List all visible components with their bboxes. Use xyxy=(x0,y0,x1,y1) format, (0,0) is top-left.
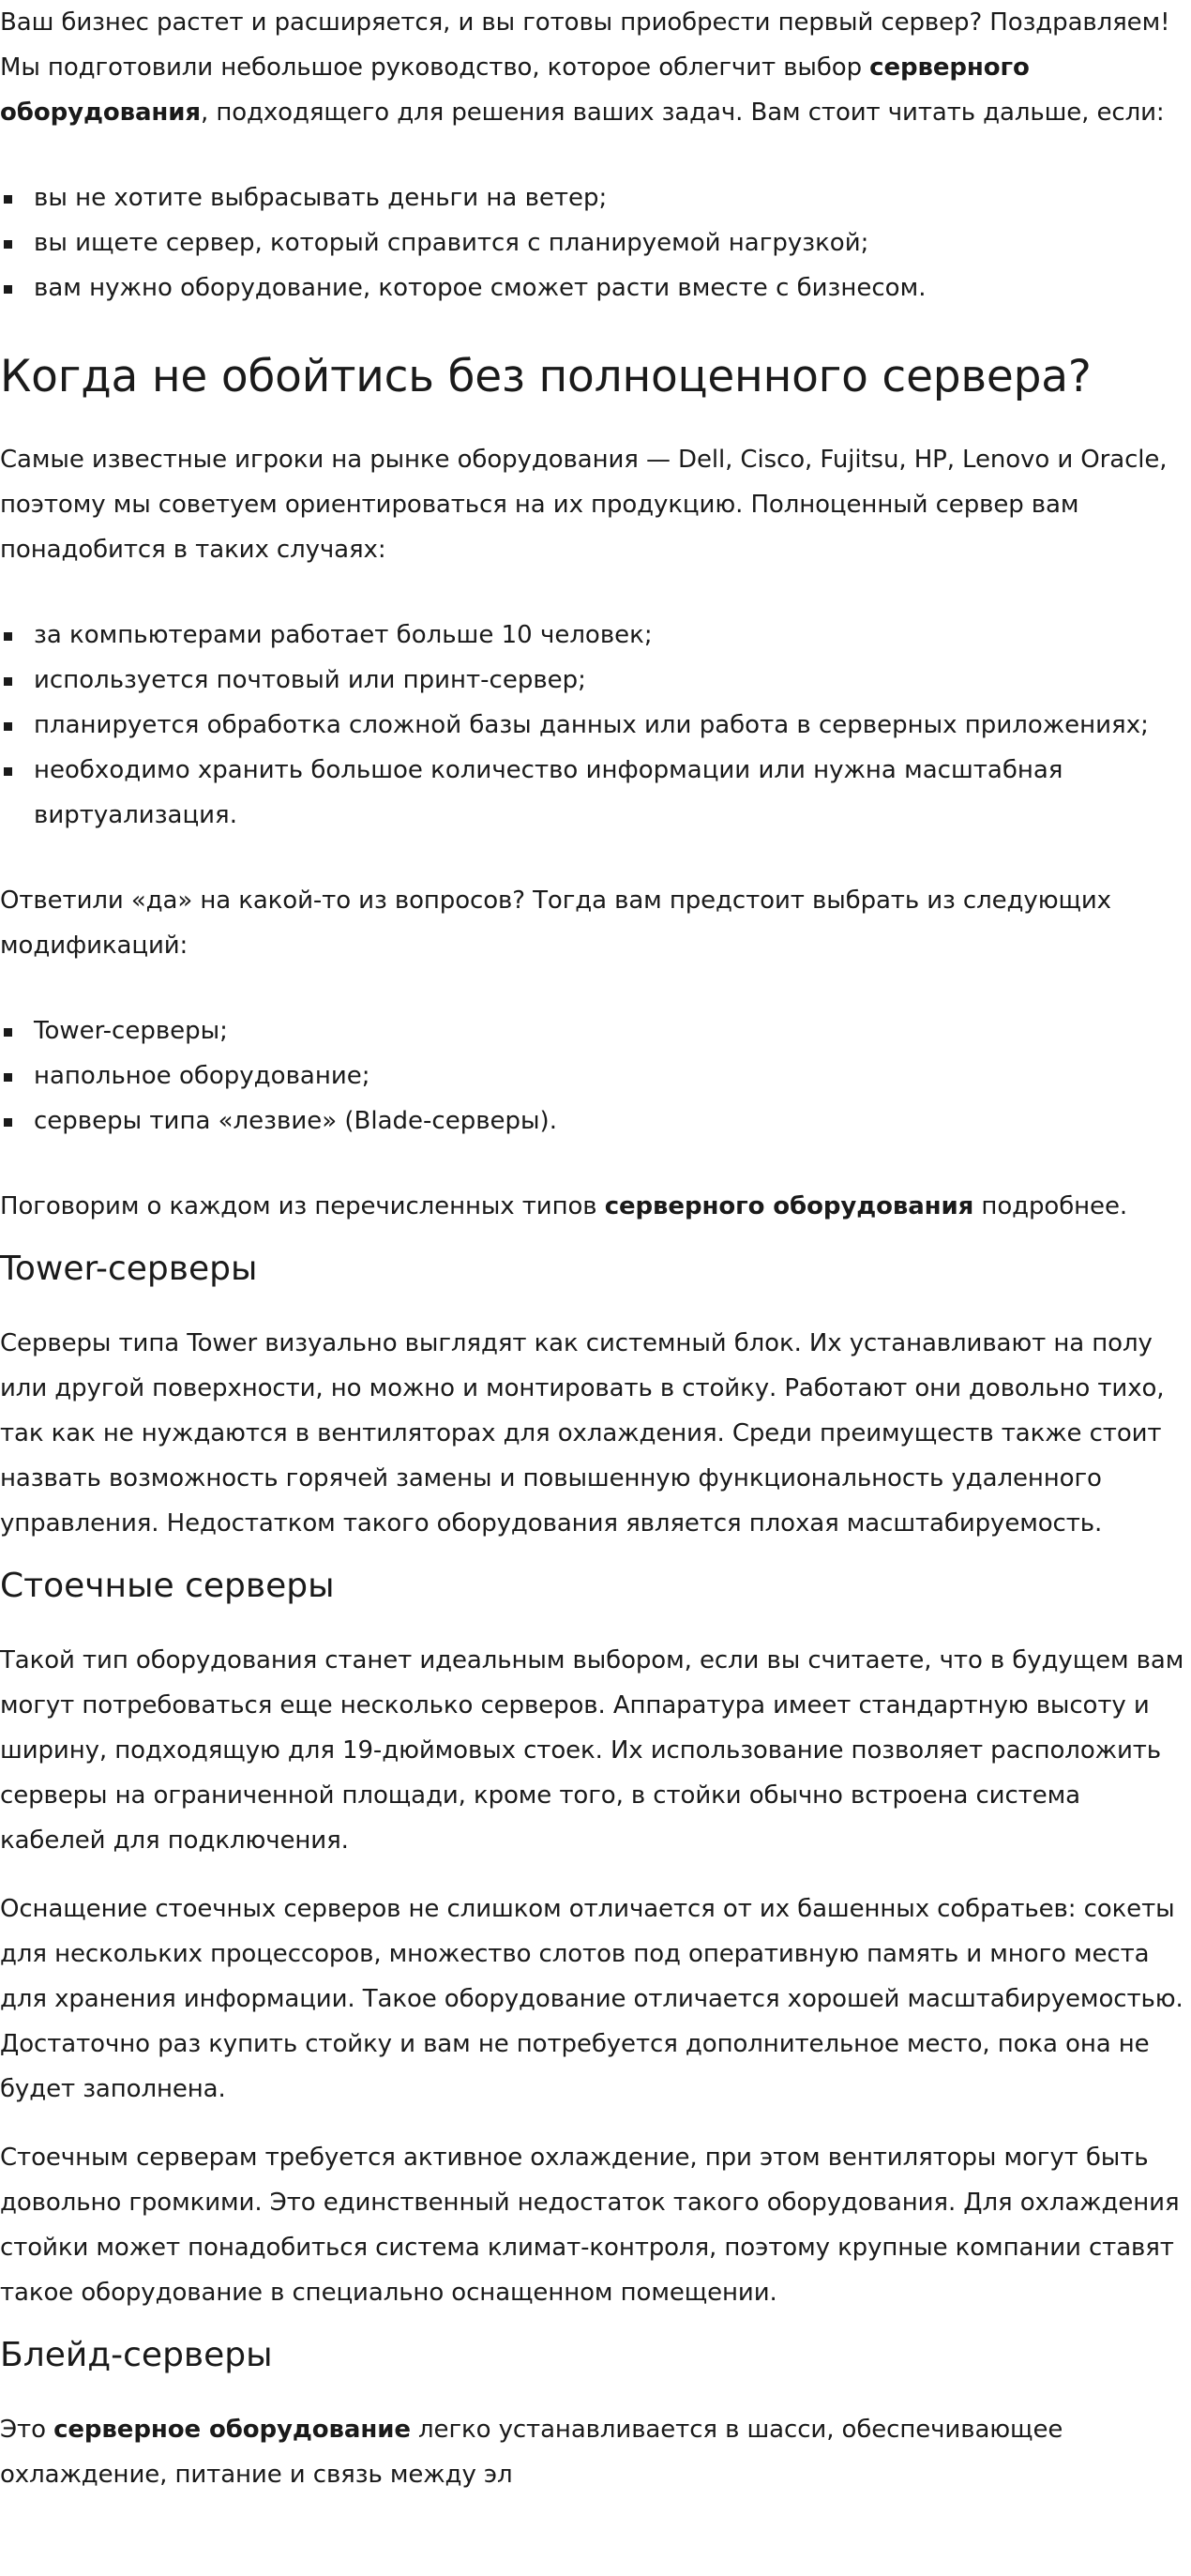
list-item: напольное оборудование; xyxy=(0,1053,1191,1099)
cases-list xyxy=(0,613,1191,838)
intro-paragraph xyxy=(0,0,1191,135)
blade-bold-link: серверное оборудование xyxy=(53,2416,411,2444)
rack-paragraph-3: Стоечным серверам требуется активное охлаждение, при этом вентиляторы могут быть довольно громкими. Это единственный недостаток такого оборудования. Для охлаждения стойки может понадобиться система климат-контроля, поэтому крупные компании ставят такое оборудование в специально оснащенном помещении. xyxy=(0,2144,1180,2307)
blade-paragraph xyxy=(0,2407,1191,2497)
answer-paragraph: Ответили «да» на какой-то из вопросов? Тогда вам предстоит выбрать из следующих модификаций: xyxy=(0,886,1111,960)
intro-list xyxy=(0,175,1191,311)
list-item: используется почтовый или принт-сервер; xyxy=(0,658,1191,703)
list-item: необходимо хранить большое количество информации или нужна масштабная виртуализация. xyxy=(0,748,1191,838)
tower-paragraph: Серверы типа Tower визуально выглядят как системный блок. Их устанавливают на полу или другой поверхности, но можно и монтировать в стойку. Работают они довольно тихо, так как не нуждаются в вентиляторах для охлаждения. Среди преимуществ также стоит назвать возможность горячей замены и повышенную функциональность удаленного управления. Недостатком такого оборудования является плохая масштабируемость. xyxy=(0,1329,1165,1538)
rack-paragraph-2: Оснащение стоечных серверов не слишком отличается от их башенных собратьев: сокеты для нескольких процессоров, множество слотов под оперативную память и много места для хранения информации. Такое оборудование отличается хорошей масштабируемостью. Достаточно раз купить стойку и вам не потребуется дополнительное место, пока она не будет заполнена. xyxy=(0,1895,1183,2103)
discuss-text-2: подробнее. xyxy=(973,1192,1128,1220)
rack-heading: Стоечные серверы xyxy=(0,1567,335,1605)
list-item: вам нужно оборудование, которое сможет расти вместе с бизнесом. xyxy=(0,265,1191,311)
list-item: вы не хотите выбрасывать деньги на ветер; xyxy=(0,175,1191,220)
discuss-bold-link: серверного оборудования xyxy=(604,1192,974,1220)
blade-text-2: легко устанавливается в шасси, обеспечивающее охлаждение, питание и связь между эл xyxy=(0,2416,1063,2489)
list-item: серверы типа «лезвие» (Blade-серверы). xyxy=(0,1099,1191,1144)
section-heading-main: Когда не обойтись без полноценного сервера? xyxy=(0,351,1092,402)
rack-paragraph-1: Такой тип оборудования станет идеальным выбором, если вы считаете, что в будущем вам могут потребоваться еще несколько серверов. Аппаратура имеет стандартную высоту и ширину, подходящую для 19-дюймовых стоек. Их использование позволяет расположить серверы на ограниченной площади, кроме того, в стойки обычно встроена система кабелей для подключения. xyxy=(0,1646,1184,1855)
list-item: планируется обработка сложной базы данных или работа в серверных приложениях; xyxy=(0,703,1191,748)
tower-heading: Tower-серверы xyxy=(0,1250,258,1288)
list-item: Tower-серверы; xyxy=(0,1008,1191,1053)
discuss-paragraph xyxy=(0,1184,1191,1229)
discuss-text-1: Поговорим о каждом из перечисленных типов xyxy=(0,1192,605,1220)
blade-text-1: Это xyxy=(0,2416,54,2444)
list-item: вы ищете сервер, который справится с планируемой нагрузкой; xyxy=(0,220,1191,265)
list-item: за компьютерами работает больше 10 человек; xyxy=(0,613,1191,658)
intro-text-2: , подходящего для решения ваших задач. Вам стоит читать дальше, если: xyxy=(200,98,1165,127)
intro-bold-link: серверного оборудования xyxy=(0,53,1030,127)
types-list xyxy=(0,1008,1191,1144)
blade-heading: Блейд-серверы xyxy=(0,2336,273,2374)
intro-text-1: Ваш бизнес растет и расширяется, и вы готовы приобрести первый сервер? Поздравляем! Мы подготовили небольшое руководство, которое облегчит выбор xyxy=(0,8,1170,82)
players-paragraph: Самые известные игроки на рынке оборудования — Dell, Cisco, Fujitsu, HP, Lenovo и Oracle, поэтому мы советуем ориентироваться на их продукцию. Полноценный сервер вам понадобится в таких случаях: xyxy=(0,446,1168,564)
